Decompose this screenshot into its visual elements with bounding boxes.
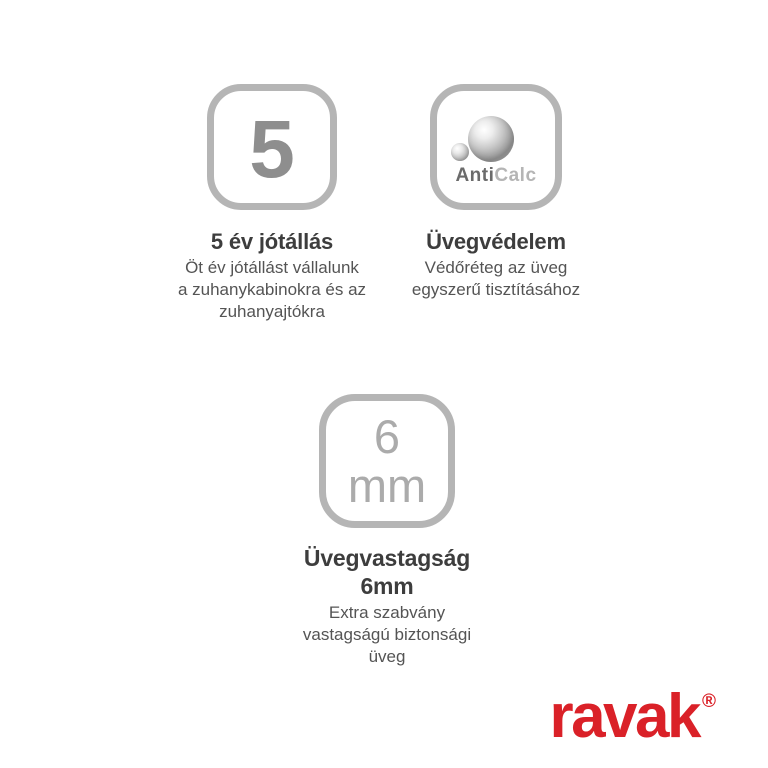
feature-description-line: a zuhanykabinokra és az	[177, 280, 367, 299]
feature-description-line: Extra szabvány	[328, 603, 446, 622]
water-drop-large-icon	[468, 116, 514, 162]
feature-warranty	[152, 84, 392, 323]
feature-glass-thickness	[257, 394, 517, 668]
feature-title: Üvegvédelem	[426, 229, 566, 254]
feature-title-line: 6mm	[360, 573, 414, 599]
feature-description-line: Védőréteg az üveg	[424, 258, 568, 277]
feature-description-line: Öt év jótállást vállalunk	[185, 258, 359, 277]
feature-description	[376, 257, 616, 301]
warranty-5-years-icon	[207, 84, 337, 210]
feature-description	[257, 602, 517, 668]
ravak-logo-text: ravak	[549, 682, 699, 751]
thickness-unit-glyph: mm	[347, 459, 427, 512]
feature-anticalc	[376, 84, 616, 301]
registered-trademark-icon: ®	[702, 691, 716, 712]
feature-description-line: egyszerű tisztításához	[411, 280, 581, 299]
anticalc-wordmark-dark: Anti	[455, 165, 495, 186]
anticalc-wordmark-light: Calc	[494, 165, 537, 186]
feature-description	[152, 257, 392, 323]
number-5-glyph: 5	[249, 104, 295, 195]
feature-title: 5 év jótállás	[210, 229, 334, 254]
feature-description-line: zuhanyajtókra	[219, 302, 325, 321]
thickness-value-glyph: 6	[373, 410, 401, 463]
anticalc-icon	[430, 84, 562, 210]
ravak-logo	[549, 682, 716, 751]
feature-title	[257, 544, 517, 600]
feature-title-line: Üvegvastagság	[303, 545, 471, 571]
feature-description-line: vastagságú biztonsági	[302, 625, 472, 644]
water-drop-small-icon	[451, 143, 469, 161]
glass-thickness-6mm-icon	[319, 394, 455, 528]
anticalc-wordmark	[437, 165, 555, 188]
feature-description-line: üveg	[368, 647, 406, 666]
